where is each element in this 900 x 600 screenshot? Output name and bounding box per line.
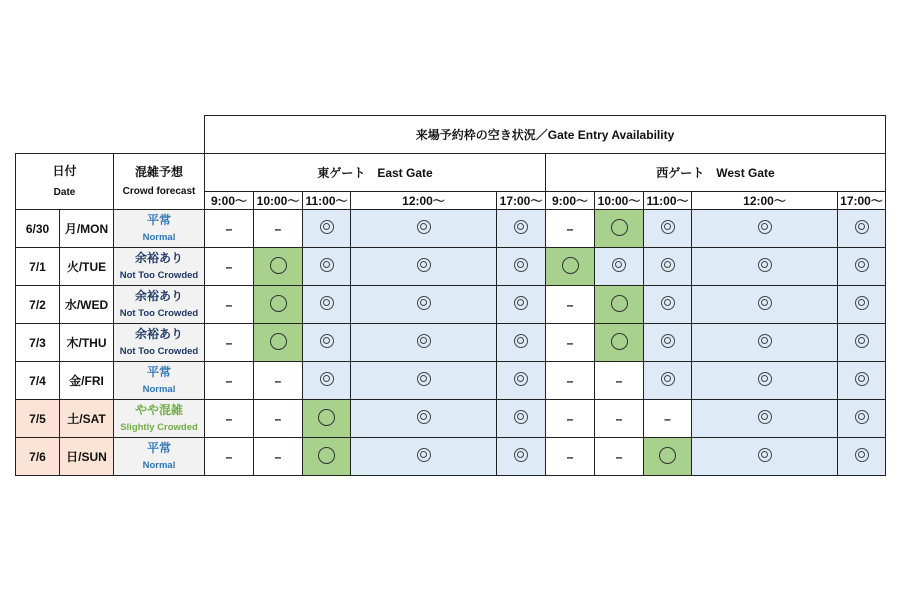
double-circle-icon (417, 258, 431, 272)
west-gate-slot (838, 286, 886, 324)
day-cell: 日/SUN (60, 438, 114, 476)
east-gate-slot (351, 324, 497, 362)
east-gate-slot (303, 324, 351, 362)
double-circle-icon (417, 296, 431, 310)
east-gate-slot (254, 362, 303, 400)
double-circle-icon (758, 220, 772, 234)
table-row (16, 248, 886, 286)
east-time-12: 12:00～ (351, 192, 497, 210)
east-time-17: 17:00～ (497, 192, 546, 210)
day-cell: 木/THU (60, 324, 114, 362)
crowd-header-ja: 混雑予想 (134, 164, 183, 179)
east-gate-slot (205, 362, 254, 400)
crowd-forecast-en: Normal (142, 459, 176, 471)
west-gate-slot (595, 248, 644, 286)
circle-icon (611, 219, 628, 236)
double-circle-icon (612, 258, 626, 272)
crowd-forecast-en: Not Too Crowded (119, 345, 199, 357)
crowd-forecast-ja: 余裕あり (134, 326, 183, 341)
crowd-forecast-ja: 平常 (146, 364, 171, 379)
west-gate-slot (644, 210, 692, 248)
crowd-forecast-en: Normal (142, 231, 176, 243)
dash-mark: – (225, 335, 233, 350)
double-circle-icon (661, 372, 675, 386)
dash-mark: – (615, 449, 623, 464)
dash-mark: – (274, 373, 282, 388)
dash-mark: – (566, 449, 574, 464)
table-title: 来場予約枠の空き状況／Gate Entry Availability (205, 116, 886, 154)
crowd-forecast-cell (114, 210, 205, 248)
east-gate-slot (351, 400, 497, 438)
double-circle-icon (514, 220, 528, 234)
day-cell: 月/MON (60, 210, 114, 248)
day-cell: 水/WED (60, 286, 114, 324)
east-gate-slot (351, 438, 497, 476)
crowd-forecast-ja: 平常 (146, 440, 171, 455)
east-gate-slot (303, 248, 351, 286)
west-gate-slot (692, 210, 838, 248)
double-circle-icon (855, 410, 869, 424)
date-header (16, 154, 114, 210)
day-cell: 火/TUE (60, 248, 114, 286)
double-circle-icon (855, 334, 869, 348)
crowd-forecast-cell (114, 324, 205, 362)
crowd-forecast-ja: 余裕あり (134, 250, 183, 265)
day-cell: 土/SAT (60, 400, 114, 438)
east-time-9: 9:00～ (205, 192, 254, 210)
west-time-17: 17:00～ (838, 192, 886, 210)
double-circle-icon (855, 296, 869, 310)
double-circle-icon (514, 448, 528, 462)
crowd-forecast-en: Slightly Crowded (120, 421, 198, 433)
dash-mark: – (225, 297, 233, 312)
east-gate-slot (497, 324, 546, 362)
double-circle-icon (514, 334, 528, 348)
east-gate-slot (205, 400, 254, 438)
west-time-10: 10:00～ (595, 192, 644, 210)
double-circle-icon (661, 258, 675, 272)
circle-icon (611, 333, 628, 350)
crowd-forecast-en: Not Too Crowded (119, 269, 199, 281)
west-gate-slot (692, 400, 838, 438)
east-gate-slot (497, 438, 546, 476)
corner-blank (16, 116, 205, 154)
double-circle-icon (417, 334, 431, 348)
east-gate-slot (254, 324, 303, 362)
date-cell: 7/6 (16, 438, 60, 476)
table-row (16, 324, 886, 362)
west-gate-slot (595, 362, 644, 400)
double-circle-icon (758, 296, 772, 310)
west-gate-slot (838, 324, 886, 362)
east-gate-header: 東ゲート East Gate (205, 154, 546, 192)
east-gate-slot (205, 324, 254, 362)
east-gate-slot (254, 438, 303, 476)
west-gate-slot (838, 210, 886, 248)
crowd-forecast-ja: やや混雑 (134, 402, 183, 417)
double-circle-icon (514, 258, 528, 272)
crowd-forecast-en: Normal (142, 383, 176, 395)
west-time-9: 9:00～ (546, 192, 595, 210)
west-gate-slot (546, 286, 595, 324)
circle-icon (270, 333, 287, 350)
double-circle-icon (661, 296, 675, 310)
dash-mark: – (566, 335, 574, 350)
date-cell: 7/2 (16, 286, 60, 324)
crowd-forecast-cell (114, 400, 205, 438)
dash-mark: – (225, 259, 233, 274)
east-gate-slot (497, 286, 546, 324)
east-gate-slot (205, 248, 254, 286)
west-time-11: 11:00～ (644, 192, 692, 210)
date-cell: 7/1 (16, 248, 60, 286)
west-gate-slot (546, 400, 595, 438)
east-gate-slot (351, 210, 497, 248)
west-gate-slot (546, 210, 595, 248)
dash-mark: – (225, 221, 233, 236)
east-gate-slot (254, 400, 303, 438)
west-gate-slot (644, 438, 692, 476)
west-gate-slot (644, 362, 692, 400)
double-circle-icon (320, 258, 334, 272)
west-gate-header: 西ゲート West Gate (546, 154, 886, 192)
west-gate-slot (546, 248, 595, 286)
double-circle-icon (417, 448, 431, 462)
east-gate-slot (497, 210, 546, 248)
east-gate-slot (351, 286, 497, 324)
east-gate-slot (351, 362, 497, 400)
east-gate-slot (497, 400, 546, 438)
double-circle-icon (661, 334, 675, 348)
west-gate-slot (595, 286, 644, 324)
circle-icon (270, 257, 287, 274)
west-gate-slot (692, 248, 838, 286)
double-circle-icon (514, 296, 528, 310)
double-circle-icon (320, 334, 334, 348)
west-gate-slot (838, 362, 886, 400)
east-gate-slot (303, 400, 351, 438)
table-row (16, 438, 886, 476)
crowd-header (114, 154, 205, 210)
west-gate-slot (644, 248, 692, 286)
date-cell: 7/4 (16, 362, 60, 400)
double-circle-icon (514, 410, 528, 424)
west-gate-slot (546, 362, 595, 400)
east-gate-slot (205, 438, 254, 476)
west-gate-slot (692, 324, 838, 362)
date-cell: 7/3 (16, 324, 60, 362)
date-cell: 7/5 (16, 400, 60, 438)
east-gate-slot (205, 210, 254, 248)
circle-icon (611, 295, 628, 312)
double-circle-icon (320, 296, 334, 310)
east-gate-slot (497, 248, 546, 286)
dash-mark: – (274, 221, 282, 236)
dash-mark: – (566, 411, 574, 426)
double-circle-icon (320, 372, 334, 386)
east-gate-slot (303, 210, 351, 248)
table-row (16, 286, 886, 324)
west-gate-slot (838, 248, 886, 286)
east-gate-slot (303, 286, 351, 324)
east-gate-slot (254, 210, 303, 248)
table-row (16, 362, 886, 400)
double-circle-icon (320, 220, 334, 234)
west-time-12: 12:00～ (692, 192, 838, 210)
double-circle-icon (758, 448, 772, 462)
dash-mark: – (225, 449, 233, 464)
west-gate-slot (595, 438, 644, 476)
crowd-header-en: Crowd forecast (122, 185, 196, 197)
dash-mark: – (615, 373, 623, 388)
day-cell: 金/FRI (60, 362, 114, 400)
circle-icon (659, 447, 676, 464)
west-gate-slot (595, 210, 644, 248)
dash-mark: – (566, 297, 574, 312)
crowd-forecast-cell (114, 286, 205, 324)
circle-icon (318, 409, 335, 426)
date-cell: 6/30 (16, 210, 60, 248)
date-header-en: Date (53, 186, 76, 198)
east-gate-slot (497, 362, 546, 400)
double-circle-icon (758, 258, 772, 272)
crowd-forecast-cell (114, 362, 205, 400)
date-header-ja: 日付 (52, 163, 77, 178)
west-gate-slot (546, 324, 595, 362)
crowd-forecast-cell (114, 248, 205, 286)
east-gate-slot (351, 248, 497, 286)
west-gate-slot (644, 400, 692, 438)
double-circle-icon (758, 334, 772, 348)
west-gate-slot (644, 286, 692, 324)
west-gate-slot (692, 362, 838, 400)
double-circle-icon (417, 372, 431, 386)
east-gate-slot (303, 362, 351, 400)
double-circle-icon (855, 448, 869, 462)
circle-icon (270, 295, 287, 312)
double-circle-icon (514, 372, 528, 386)
circle-icon (562, 257, 579, 274)
dash-mark: – (274, 449, 282, 464)
dash-mark: – (664, 411, 671, 426)
circle-icon (318, 447, 335, 464)
crowd-forecast-ja: 余裕あり (134, 288, 183, 303)
west-gate-slot (644, 324, 692, 362)
dash-mark: – (566, 221, 574, 236)
west-gate-slot (838, 438, 886, 476)
table-row (16, 210, 886, 248)
west-gate-slot (546, 438, 595, 476)
crowd-forecast-en: Not Too Crowded (119, 307, 199, 319)
west-gate-slot (595, 400, 644, 438)
east-gate-slot (205, 286, 254, 324)
table-row (16, 400, 886, 438)
double-circle-icon (758, 410, 772, 424)
crowd-forecast-cell (114, 438, 205, 476)
double-circle-icon (661, 220, 675, 234)
double-circle-icon (417, 220, 431, 234)
dash-mark: – (225, 373, 233, 388)
west-gate-slot (838, 400, 886, 438)
west-gate-slot (692, 286, 838, 324)
double-circle-icon (855, 258, 869, 272)
double-circle-icon (855, 372, 869, 386)
double-circle-icon (855, 220, 869, 234)
east-gate-slot (303, 438, 351, 476)
availability-table (15, 115, 886, 476)
east-gate-slot (254, 286, 303, 324)
west-gate-slot (595, 324, 644, 362)
east-time-10: 10:00～ (254, 192, 303, 210)
west-gate-slot (692, 438, 838, 476)
dash-mark: – (566, 373, 574, 388)
dash-mark: – (615, 411, 623, 426)
east-time-11: 11:00～ (303, 192, 351, 210)
dash-mark: – (225, 411, 233, 426)
double-circle-icon (417, 410, 431, 424)
dash-mark: – (274, 411, 282, 426)
east-gate-slot (254, 248, 303, 286)
crowd-forecast-ja: 平常 (146, 212, 171, 227)
double-circle-icon (758, 372, 772, 386)
